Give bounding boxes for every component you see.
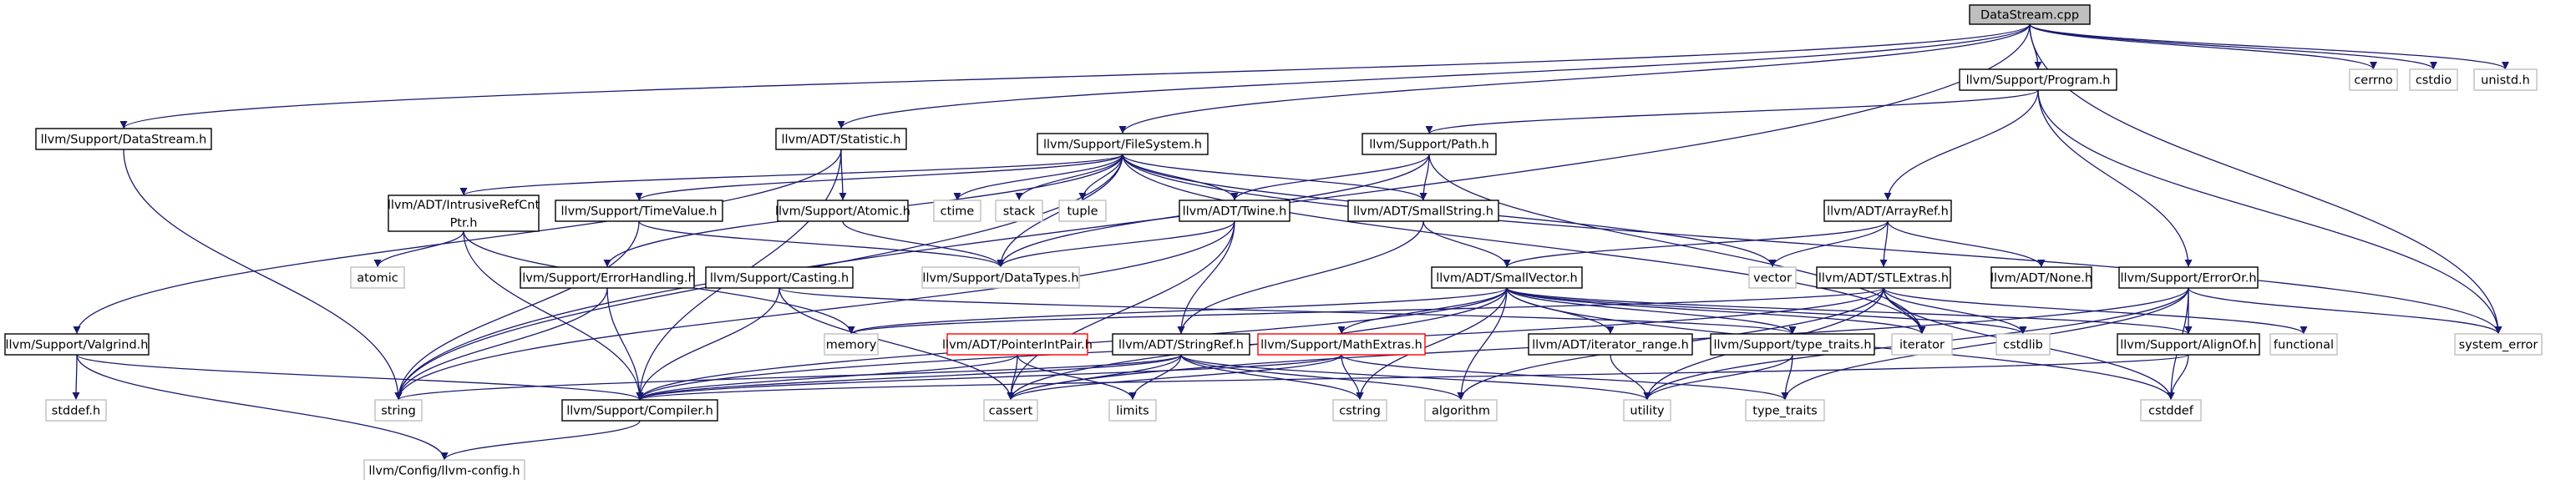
node-intrusive[interactable] [388, 195, 540, 231]
node-iterator [1892, 334, 1952, 355]
node-string [375, 400, 422, 421]
node-label-datatypes: llvm/Support/DataTypes.h [922, 271, 1079, 285]
edge-mathextras-to-compiler [640, 355, 1341, 400]
node-label-alignof: llvm/Support/AlignOf.h [2120, 338, 2257, 352]
edge-statistic-to-atomic_h [841, 149, 843, 200]
edge-program-to-syserror [2038, 90, 2498, 334]
node-label-path: llvm/Support/Path.h [1369, 138, 1489, 152]
node-label-cassert: cassert [988, 404, 1033, 418]
edge-stringref-to-cstring [1181, 355, 1360, 400]
edge-arrayref-to-none [1888, 221, 2041, 267]
node-utility [1624, 400, 1671, 421]
node-label-ctime: ctime [940, 205, 975, 219]
node-path[interactable] [1362, 134, 1496, 154]
node-label-string: string [381, 404, 416, 418]
node-label-filesystem: llvm/Support/FileSystem.h [1043, 138, 1202, 152]
node-label-cerrno: cerrno [2354, 73, 2393, 88]
edge-smallstring-to-smallvector [1423, 221, 1507, 267]
edge-twine-to-stringref [1181, 221, 1235, 334]
node-label-iterator: iterator [1899, 338, 1945, 352]
node-iterrange[interactable] [1529, 334, 1692, 355]
node-alignof[interactable] [2117, 334, 2259, 355]
edge-mathextras-to-cstring [1341, 355, 1360, 400]
node-typetraits_h[interactable] [1711, 334, 1874, 355]
node-functional [2270, 334, 2337, 355]
node-label-functional: functional [2273, 338, 2335, 352]
edge-stlextras-to-memory [851, 288, 1884, 334]
node-label-twine: llvm/ADT/Twine.h [1182, 205, 1287, 219]
edge-path-to-twine [1235, 154, 1429, 200]
edge-filesystem-to-smallstring [1123, 154, 1423, 200]
edge-atomic_h-to-datatypes [843, 221, 1001, 267]
node-label-program: llvm/Support/Program.h [1965, 73, 2111, 88]
edge-program-to-path [1429, 90, 2038, 134]
node-label-smallstring: llvm/ADT/SmallString.h [1353, 205, 1493, 219]
edge-typetraits_h-to-utility [1647, 355, 1793, 400]
edge-filesystem-to-stack [1019, 154, 1123, 200]
node-root[interactable] [1970, 5, 2090, 24]
node-statistic[interactable] [776, 129, 906, 149]
node-label-stringref: llvm/ADT/StringRef.h [1118, 338, 1244, 352]
edge-timevalue-to-datatypes [639, 221, 1001, 267]
node-pointerint[interactable] [942, 334, 1093, 355]
node-label-pointerint: llvm/ADT/PointerIntPair.h [942, 338, 1093, 352]
edge-intrusive-to-compiler [464, 231, 640, 400]
node-filesystem[interactable] [1037, 134, 1208, 154]
node-casting[interactable] [706, 267, 853, 288]
edge-root-to-filesystem [1123, 24, 2030, 134]
node-label-cstring: cstring [1339, 404, 1381, 418]
dependency-edges [76, 24, 2506, 460]
node-erroror[interactable] [2119, 267, 2258, 288]
node-cstdio [2410, 69, 2457, 90]
node-label-root: DataStream.cpp [1980, 8, 2080, 23]
node-valgrind[interactable] [5, 334, 149, 355]
edge-filesystem-to-ctime [957, 154, 1123, 200]
node-stddef_h [46, 400, 106, 421]
node-twine[interactable] [1179, 200, 1290, 221]
node-label-casting: llvm/Support/Casting.h [709, 271, 849, 285]
node-label-unistd: unistd.h [2481, 73, 2530, 88]
node-label-memory: memory [825, 338, 877, 352]
node-tuple [1059, 200, 1106, 221]
node-label-vector: vector [1753, 271, 1792, 285]
node-label-typetraits_h: llvm/Support/type_traits.h [1713, 338, 1872, 352]
node-ctime [934, 200, 981, 221]
edge-root-to-statistic [841, 24, 2030, 129]
node-label-valgrind: llvm/Support/Valgrind.h [5, 338, 149, 352]
node-limits [1109, 400, 1156, 421]
node-unistd [2474, 69, 2537, 90]
edge-intrusive-to-atomic [378, 231, 464, 267]
node-ds_h[interactable] [36, 129, 211, 149]
node-label-errorhandling: llvm/Support/ErrorHandling.h [519, 271, 696, 285]
node-label-intrusive-1: Ptr.h [449, 216, 478, 230]
edge-stringref-to-string [398, 355, 1181, 400]
node-none[interactable] [1990, 267, 2092, 288]
node-label-tuple: tuple [1067, 205, 1098, 219]
node-label-mathextras: llvm/Support/MathExtras.h [1260, 338, 1422, 352]
node-type_traits [1746, 400, 1824, 421]
node-label-erroror: llvm/Support/ErrorOr.h [2120, 271, 2257, 285]
node-label-limits: limits [1116, 404, 1149, 418]
node-label-cstdlib: cstdlib [2003, 338, 2043, 352]
node-label-type_traits: type_traits [1752, 404, 1818, 418]
edge-errorhandling-to-string [398, 288, 607, 400]
node-label-ds_h: llvm/Support/DataStream.h [40, 133, 207, 147]
node-label-utility: utility [1630, 404, 1665, 418]
edge-alignof-to-compiler [640, 355, 2188, 400]
node-label-intrusive-0: llvm/ADT/IntrusiveRefCnt [387, 198, 540, 212]
edge-alignof-to-cstddef [2171, 355, 2188, 400]
node-label-timevalue: llvm/Support/TimeValue.h [560, 205, 718, 219]
edge-root-to-ds_h [124, 24, 2030, 129]
edge-arrayref-to-stlextras [1884, 221, 1888, 267]
edge-casting-to-typetraits_h [779, 288, 1793, 334]
node-label-none: llvm/ADT/None.h [1990, 271, 2093, 285]
node-atomic [351, 267, 404, 288]
edge-pointerint-to-limits [1017, 355, 1133, 400]
node-cerrno [2350, 69, 2397, 90]
node-llvmconfig [364, 460, 525, 480]
node-smallstring[interactable] [1348, 200, 1498, 221]
node-stlextras[interactable] [1817, 267, 1950, 288]
edge-root-to-cerrno [2030, 24, 2374, 69]
edge-valgrind-to-stddef_h [76, 355, 77, 400]
edge-program-to-erroror [2038, 90, 2188, 267]
edge-casting-to-compiler [640, 288, 779, 400]
node-label-stack: stack [1002, 205, 1036, 219]
node-algorithm [1425, 400, 1497, 421]
node-cstdlib [1996, 334, 2050, 355]
node-label-atomic_h: llvm/Support/Atomic.h [775, 205, 910, 219]
node-label-arrayref: llvm/ADT/ArrayRef.h [1827, 205, 1949, 219]
node-atomic_h[interactable] [775, 200, 910, 221]
node-label-cstddef: cstddef [2148, 404, 2193, 418]
edge-filesystem-to-twine [1123, 154, 1235, 200]
node-datatypes [922, 267, 1079, 288]
node-label-llvmconfig: llvm/Config/llvm-config.h [368, 464, 520, 478]
node-vector [1749, 267, 1796, 288]
node-stack [996, 200, 1042, 221]
node-label-iterrange: llvm/ADT/iterator_range.h [1532, 338, 1689, 352]
node-program[interactable] [1960, 69, 2117, 90]
node-label-stlextras: llvm/ADT/STLExtras.h [1818, 271, 1950, 285]
node-timevalue[interactable] [555, 200, 723, 221]
node-arrayref[interactable] [1824, 200, 1951, 221]
node-label-statistic: llvm/ADT/Statistic.h [781, 133, 901, 147]
node-cstring [1333, 400, 1387, 421]
node-stringref[interactable] [1113, 334, 1250, 355]
node-cassert [984, 400, 1037, 421]
node-mathextras[interactable] [1258, 334, 1425, 355]
edge-root-to-cstdio [2030, 24, 2434, 69]
node-label-stddef_h: stddef.h [51, 404, 101, 418]
node-label-algorithm: algorithm [1432, 404, 1490, 418]
node-label-smallvector: llvm/ADT/SmallVector.h [1436, 271, 1578, 285]
node-label-atomic: atomic [357, 271, 398, 285]
dependency-nodes [5, 5, 2542, 480]
node-errorhandling[interactable] [519, 267, 696, 288]
node-memory [824, 334, 878, 355]
node-compiler[interactable] [562, 400, 718, 421]
node-label-syserror: system_error [2458, 338, 2538, 352]
edge-erroror-to-syserror [2188, 288, 2498, 334]
edge-valgrind-to-compiler [77, 355, 640, 400]
edge-smallvector-to-algorithm [1461, 288, 1507, 400]
node-syserror [2455, 334, 2542, 355]
node-smallvector[interactable] [1432, 267, 1582, 288]
edge-program-to-arrayref [1888, 90, 2038, 200]
edge-root-to-unistd [2030, 24, 2506, 69]
node-label-compiler: llvm/Support/Compiler.h [566, 404, 713, 418]
edge-compiler-to-llvmconfig [444, 421, 640, 460]
node-cstddef [2141, 400, 2201, 421]
node-label-cstdio: cstdio [2415, 73, 2452, 88]
